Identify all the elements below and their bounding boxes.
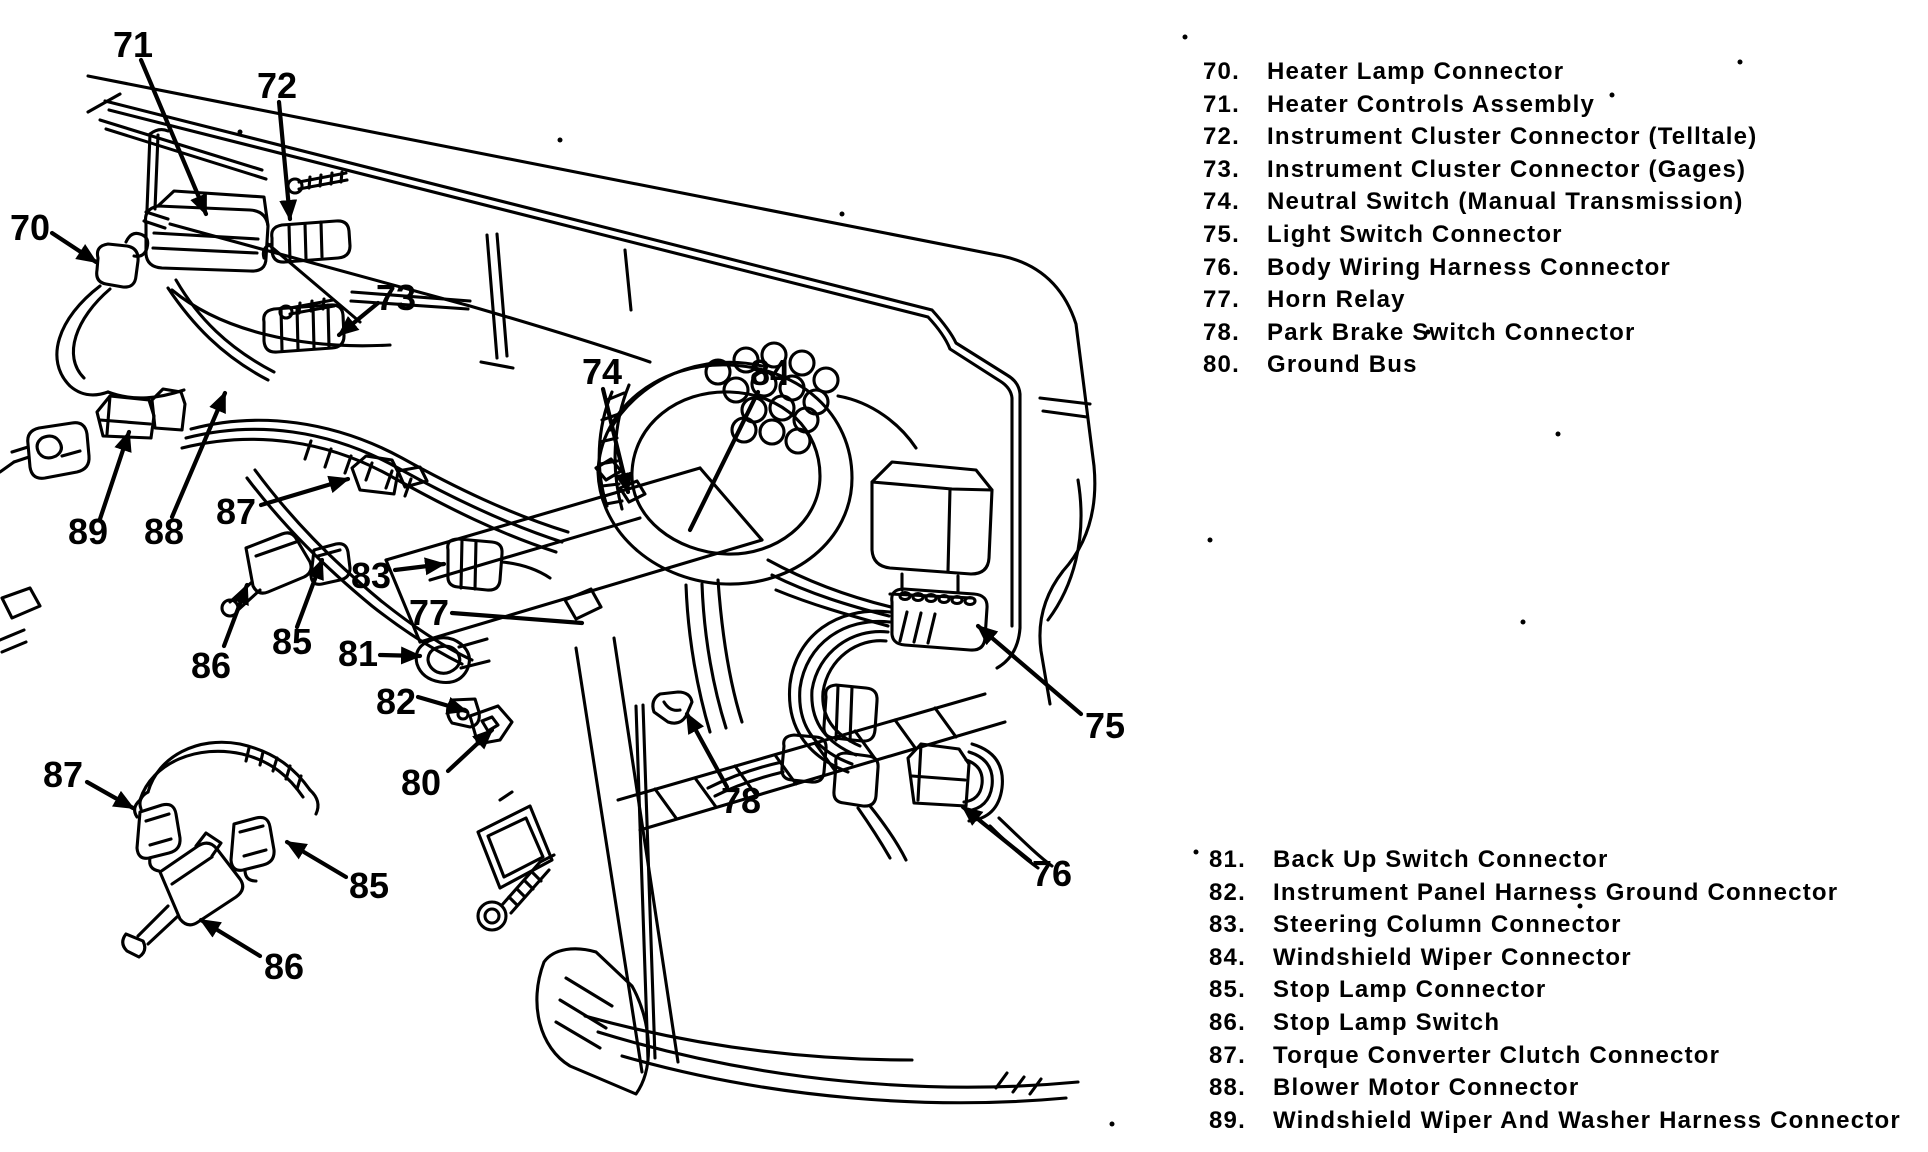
legend-item-88 xyxy=(1209,1072,1901,1105)
leader-75 xyxy=(978,626,1081,714)
legend-item-77 xyxy=(1203,284,1757,317)
legend-label: Ground Bus xyxy=(1267,351,1418,379)
callout-81: 81 xyxy=(337,633,379,674)
callout-88: 88 xyxy=(143,511,185,552)
legend-label: Neutral Switch (Manual Transmission) xyxy=(1267,188,1744,216)
steering-column-loom xyxy=(565,343,916,732)
legend-item-75 xyxy=(1203,219,1757,252)
legend-number: 70. xyxy=(1203,58,1240,85)
legend-lower xyxy=(1209,844,1901,1137)
callout-87-lower: 87 xyxy=(42,754,84,795)
leader-89 xyxy=(100,432,129,519)
leader-85-lower xyxy=(287,842,346,877)
stop-lamp-switch-assembly xyxy=(123,742,318,957)
callout-70: 70 xyxy=(9,207,51,248)
legend-label: Windshield Wiper And Washer Harness Connector xyxy=(1273,1106,1901,1134)
light-switch-connector xyxy=(892,589,987,650)
ground-bus-and-gasket xyxy=(448,699,555,930)
callout-85-lower: 85 xyxy=(348,865,390,906)
legend-label: Heater Lamp Connector xyxy=(1267,58,1565,85)
callout-86-upper: 86 xyxy=(190,645,232,686)
legend-label: Windshield Wiper Connector xyxy=(1273,943,1632,971)
legend-number: 81. xyxy=(1209,846,1246,873)
body-harness-connectors xyxy=(708,560,1052,868)
legend-label: Instrument Panel Harness Ground Connector xyxy=(1273,878,1839,906)
callout-78: 78 xyxy=(720,780,762,821)
legend-item-73 xyxy=(1203,154,1757,187)
callout-80: 80 xyxy=(400,762,442,803)
legend-label: Park Brake Switch Connector xyxy=(1267,318,1636,346)
legend-label: Light Switch Connector xyxy=(1267,220,1563,248)
legend-number: 82. xyxy=(1209,878,1246,906)
legend-number: 73. xyxy=(1203,155,1240,183)
legend-number: 75. xyxy=(1203,220,1240,248)
legend-item-84 xyxy=(1209,942,1901,975)
horn-relay-box xyxy=(872,462,992,598)
legend-item-80 xyxy=(1203,349,1757,382)
callout-89: 89 xyxy=(67,511,109,552)
legend-label: Stop Lamp Switch xyxy=(1273,1008,1501,1036)
legend-item-72 xyxy=(1203,121,1757,154)
legend-item-74 xyxy=(1203,186,1757,219)
leader-83 xyxy=(395,564,444,570)
legend-item-86 xyxy=(1209,1007,1901,1040)
legend-number: 85. xyxy=(1209,976,1246,1004)
legend-item-87 xyxy=(1209,1040,1901,1073)
callout-86-lower: 86 xyxy=(263,946,305,987)
leader-87-lower xyxy=(87,782,133,808)
callout-84: 84 xyxy=(749,352,791,393)
leader-86-lower xyxy=(201,920,260,956)
leader-80 xyxy=(448,730,492,771)
legend-number: 89. xyxy=(1209,1106,1246,1134)
callout-82: 82 xyxy=(375,681,417,722)
legend-number: 76. xyxy=(1203,253,1240,281)
heater-lamp-connector xyxy=(0,233,184,478)
legend-label: Instrument Cluster Connector (Telltale) xyxy=(1267,123,1758,151)
legend-label: Steering Column Connector xyxy=(1273,911,1622,939)
column-and-pedal xyxy=(537,638,1078,1103)
legend-label: Torque Converter Clutch Connector xyxy=(1273,1041,1721,1069)
legend-number: 87. xyxy=(1209,1041,1246,1069)
leader-70 xyxy=(52,233,96,262)
legend-label: Back Up Switch Connector xyxy=(1273,846,1609,873)
callout-85-upper: 85 xyxy=(271,621,313,662)
legend-item-82 xyxy=(1209,877,1901,910)
legend-item-78 xyxy=(1203,317,1757,350)
legend-label: Body Wiring Harness Connector xyxy=(1267,253,1671,281)
callout-76: 76 xyxy=(1031,853,1073,894)
legend-label: Instrument Cluster Connector (Gages) xyxy=(1267,155,1747,183)
legend-number: 78. xyxy=(1203,318,1240,346)
callout-74: 74 xyxy=(581,351,623,392)
callout-73: 73 xyxy=(375,277,417,318)
leader-81 xyxy=(380,655,420,656)
legend-item-85 xyxy=(1209,974,1901,1007)
legend-number: 72. xyxy=(1203,123,1240,151)
callout-77: 77 xyxy=(408,592,450,633)
callout-72: 72 xyxy=(256,65,298,106)
legend-upper xyxy=(1203,56,1757,382)
legend-item-76 xyxy=(1203,252,1757,285)
legend-label: Horn Relay xyxy=(1267,286,1406,314)
leader-72 xyxy=(279,102,290,219)
callout-71: 71 xyxy=(112,24,154,65)
legend-number: 77. xyxy=(1203,286,1240,314)
legend-label: Stop Lamp Connector xyxy=(1273,976,1547,1004)
legend-item-81 xyxy=(1209,844,1901,877)
legend-item-70 xyxy=(1203,56,1757,89)
legend-item-83 xyxy=(1209,909,1901,942)
callout-83: 83 xyxy=(350,555,392,596)
legend-number: 80. xyxy=(1203,351,1240,379)
legend-number: 83. xyxy=(1209,911,1246,939)
legend-number: 86. xyxy=(1209,1008,1246,1036)
leader-76 xyxy=(963,807,1030,861)
legend-item-71 xyxy=(1203,89,1757,122)
callout-75: 75 xyxy=(1084,705,1126,746)
callout-87-upper: 87 xyxy=(215,491,257,532)
legend-number: 71. xyxy=(1203,90,1240,118)
legend-number: 84. xyxy=(1209,943,1246,971)
leader-84 xyxy=(690,392,758,530)
legend-label: Blower Motor Connector xyxy=(1273,1074,1580,1102)
legend-number: 74. xyxy=(1203,188,1240,216)
legend-label: Heater Controls Assembly xyxy=(1267,90,1596,118)
legend-item-89 xyxy=(1209,1105,1901,1138)
legend-number: 88. xyxy=(1209,1074,1246,1102)
